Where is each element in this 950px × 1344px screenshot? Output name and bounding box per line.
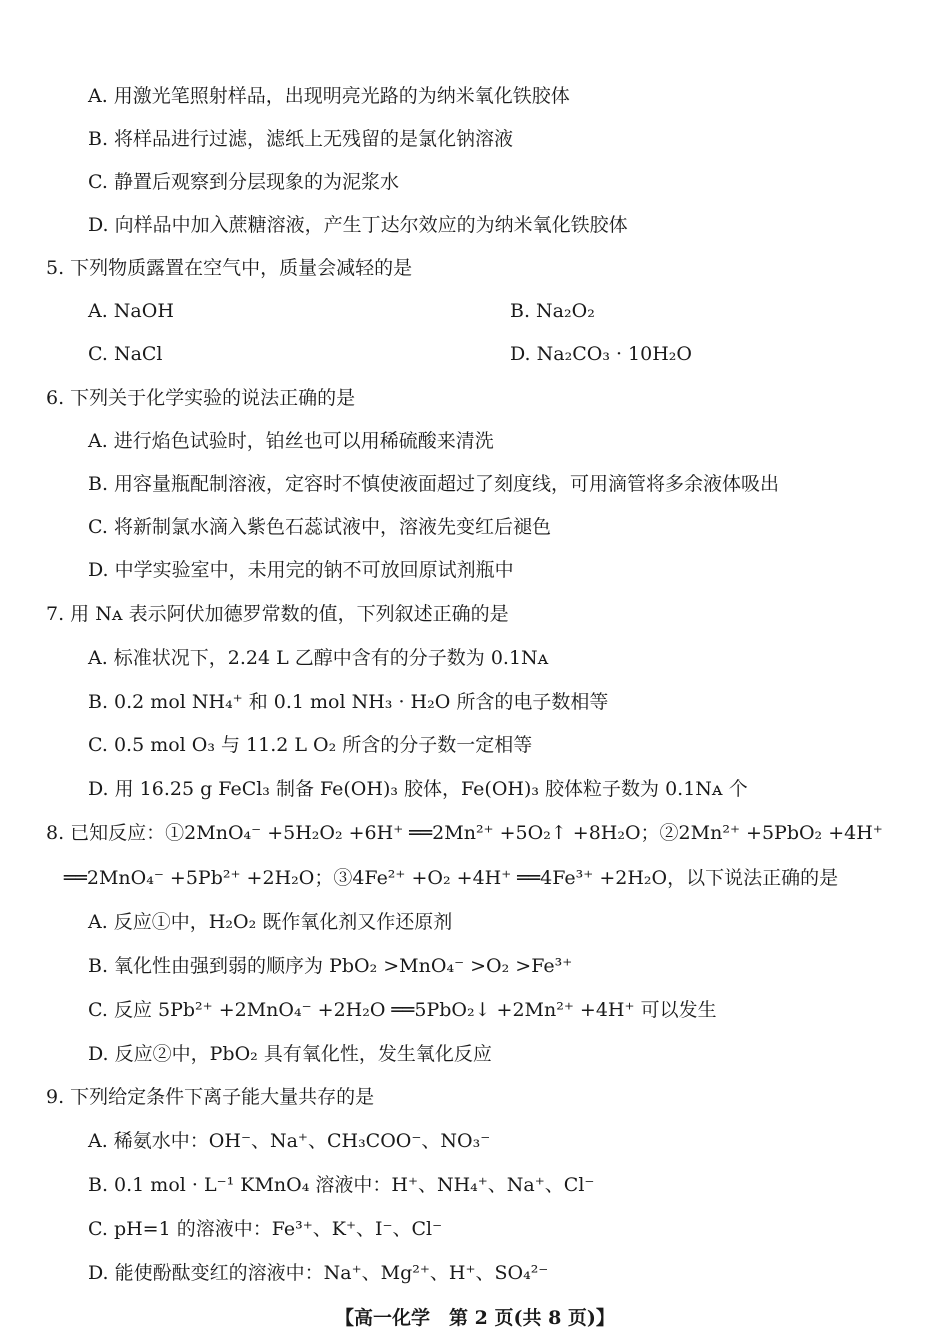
- q7-option-b: B. 0.2 mol NH₄⁺ 和 0.1 mol NH₃ · H₂O 所含的电子数相等: [88, 691, 609, 713]
- q9-option-a: A. 稀氨水中：OH⁻、Na⁺、CH₃COO⁻、NO₃⁻: [88, 1130, 491, 1152]
- q8-option-b: B. 氧化性由强到弱的顺序为 PbO₂ >MnO₄⁻ >O₂ >Fe³⁺: [88, 955, 573, 977]
- q8-option-d: D. 反应②中，PbO₂ 具有氧化性，发生氧化反应: [88, 1043, 492, 1065]
- q5-stem: 5. 下列物质露置在空气中，质量会减轻的是: [46, 257, 413, 279]
- q5-option-c: C. NaCl: [88, 343, 163, 365]
- q5-option-b: B. Na₂O₂: [510, 300, 595, 322]
- q6-option-c: C. 将新制氯水滴入紫色石蕊试液中，溶液先变红后褪色: [88, 516, 551, 538]
- q6-stem: 6. 下列关于化学实验的说法正确的是: [46, 387, 356, 409]
- q5-option-a: A. NaOH: [88, 300, 174, 322]
- q9-option-c: C. pH=1 的溶液中：Fe³⁺、K⁺、I⁻、Cl⁻: [88, 1218, 443, 1240]
- q8-option-a: A. 反应①中，H₂O₂ 既作氧化剂又作还原剂: [88, 911, 453, 933]
- prev-option-d: D. 向样品中加入蔗糖溶液，产生丁达尔效应的为纳米氧化铁胶体: [88, 214, 628, 236]
- prev-option-a: A. 用激光笔照射样品，出现明亮光路的为纳米氧化铁胶体: [88, 85, 570, 107]
- q9-option-d: D. 能使酚酞变红的溶液中：Na⁺、Mg²⁺、H⁺、SO₄²⁻: [88, 1262, 549, 1284]
- q6-option-d: D. 中学实验室中，未用完的钠不可放回原试剂瓶中: [88, 559, 514, 581]
- q7-option-c: C. 0.5 mol O₃ 与 11.2 L O₂ 所含的分子数一定相等: [88, 734, 533, 756]
- page-footer: 【高一化学 第 2 页(共 8 页)】: [335, 1307, 615, 1329]
- q6-option-a: A. 进行焰色试验时，铂丝也可以用稀硫酸来清洗: [88, 430, 494, 452]
- q7-stem: 7. 用 Nᴀ 表示阿伏加德罗常数的值，下列叙述正确的是: [46, 603, 509, 625]
- q7-option-a: A. 标准状况下，2.24 L 乙醇中含有的分子数为 0.1Nᴀ: [88, 647, 549, 669]
- q8-stem-line2: ══2MnO₄⁻ +5Pb²⁺ +2H₂O；③4Fe²⁺ +O₂ +4H⁺ ══4Fe³⁺ +2H₂O，以下说法正确的是: [64, 867, 839, 889]
- q8-stem-line1: 8. 已知反应：①2MnO₄⁻ +5H₂O₂ +6H⁺ ══2Mn²⁺ +5O₂↑ +8H₂O；②2Mn²⁺ +5PbO₂ +4H⁺: [46, 822, 883, 844]
- prev-option-c: C. 静置后观察到分层现象的为泥浆水: [88, 171, 399, 193]
- prev-option-b: B. 将样品进行过滤，滤纸上无残留的是氯化钠溶液: [88, 128, 514, 150]
- q9-stem: 9. 下列给定条件下离子能大量共存的是: [46, 1086, 375, 1108]
- q7-option-d: D. 用 16.25 g FeCl₃ 制备 Fe(OH)₃ 胶体，Fe(OH)₃ 胶体粒子数为 0.1Nᴀ 个: [88, 778, 748, 800]
- q9-option-b: B. 0.1 mol · L⁻¹ KMnO₄ 溶液中：H⁺、NH₄⁺、Na⁺、Cl⁻: [88, 1174, 595, 1196]
- q8-option-c: C. 反应 5Pb²⁺ +2MnO₄⁻ +2H₂O ══5PbO₂↓ +2Mn²⁺ +4H⁺ 可以发生: [88, 999, 717, 1021]
- q6-option-b: B. 用容量瓶配制溶液，定容时不慎使液面超过了刻度线，可用滴管将多余液体吸出: [88, 473, 780, 495]
- q5-option-d: D. Na₂CO₃ · 10H₂O: [510, 343, 692, 365]
